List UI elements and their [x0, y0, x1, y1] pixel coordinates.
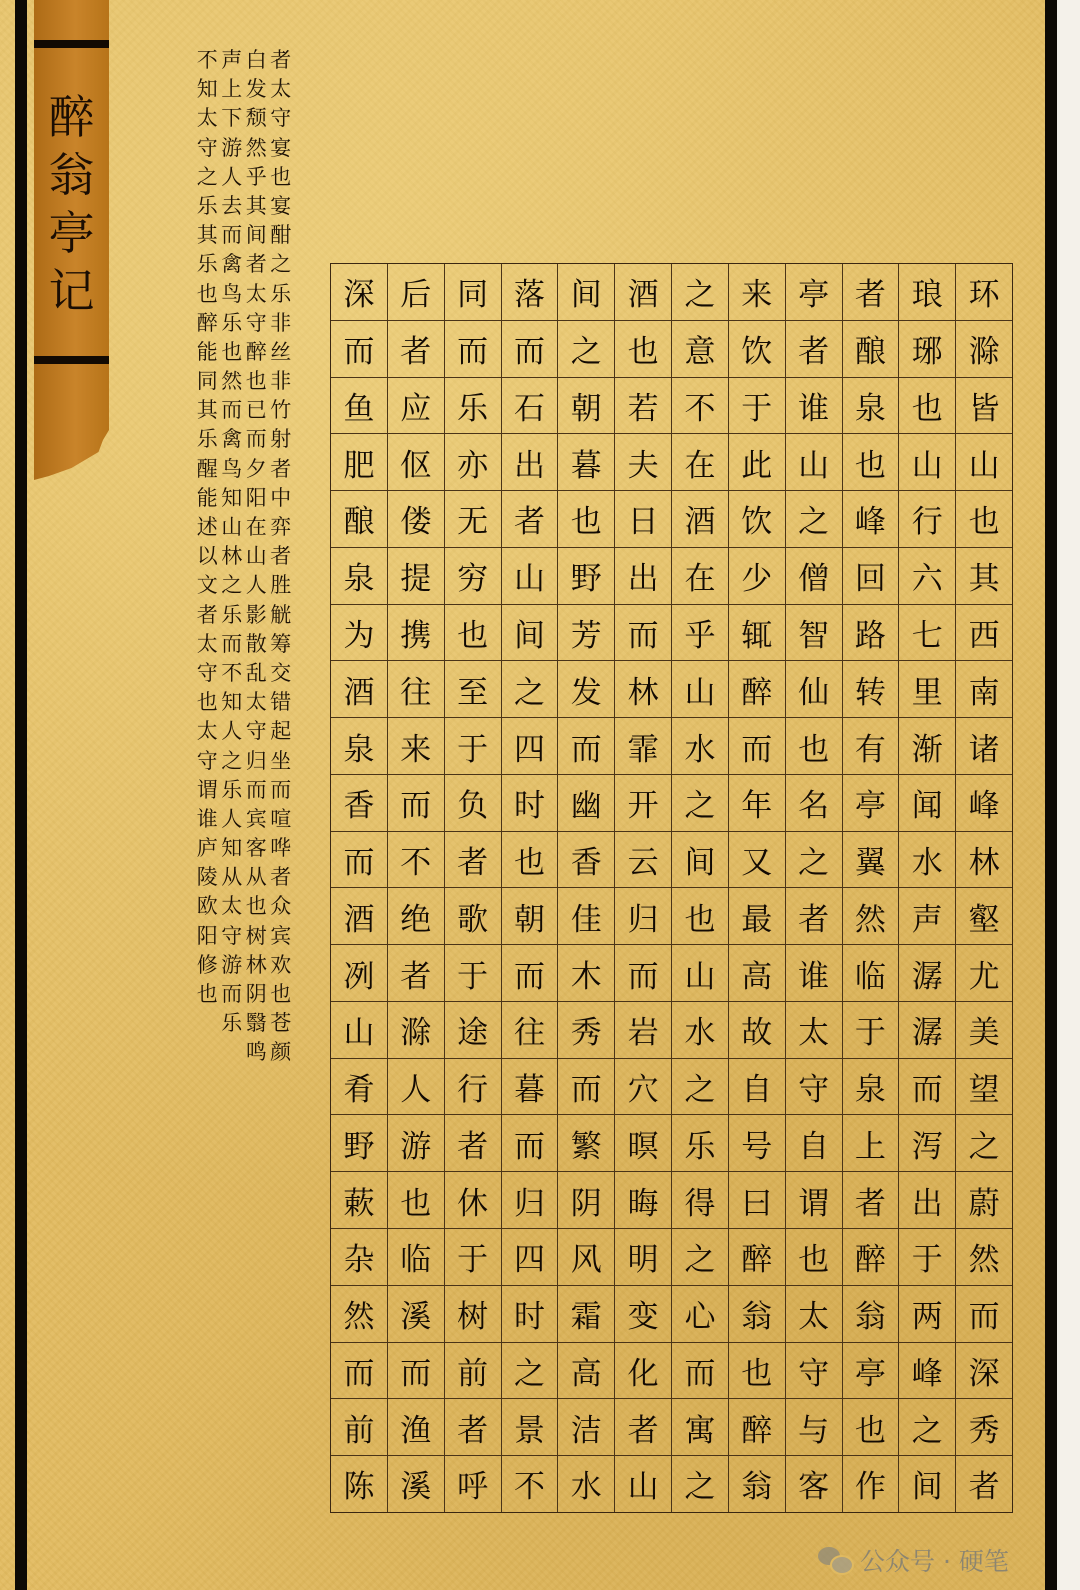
grid-cell: 僧 [786, 548, 842, 605]
grid-cell: 泉 [843, 378, 899, 435]
grid-cell: 而 [331, 321, 387, 378]
grid-column [331, 264, 387, 1512]
grid-cell: 亭 [843, 1343, 899, 1400]
grid-cell: 客 [798, 1469, 830, 1506]
grid-cell: 而 [331, 1343, 387, 1400]
grid-cell: 休 [445, 1172, 501, 1229]
grid-cell: 寓 [672, 1399, 728, 1456]
grid-column [785, 264, 842, 1512]
grid-cell: 也 [388, 1172, 444, 1229]
grid-cell: 尤 [956, 945, 1012, 1002]
grid-cell: 秀 [956, 1399, 1012, 1456]
grid-cell: 高 [558, 1343, 614, 1400]
grid-cell: 于 [843, 1002, 899, 1059]
grid-cell: 守 [786, 1059, 842, 1116]
grid-cell: 七 [899, 605, 955, 662]
grid-cell: 于 [445, 1229, 501, 1286]
grid-cell: 偻 [388, 491, 444, 548]
grid-cell: 行 [899, 491, 955, 548]
grid-cell: 肴 [331, 1059, 387, 1116]
grid-cell: 日 [615, 491, 671, 548]
grid-cell: 深 [956, 1343, 1012, 1400]
grid-cell: 野 [558, 548, 614, 605]
grid-cell: 而 [672, 1343, 728, 1400]
grid-cell: 山 [672, 661, 728, 718]
grid-cell: 溪 [400, 1469, 432, 1506]
grid-cell: 往 [502, 1002, 558, 1059]
grid-cell: 者 [615, 1399, 671, 1456]
grid-cell: 化 [615, 1343, 671, 1400]
grid-cell: 滁 [956, 321, 1012, 378]
grid-cell: 智 [786, 605, 842, 662]
grid-cell: 者 [786, 888, 842, 945]
grid-cell: 在 [672, 548, 728, 605]
grid-cell: 饮 [729, 491, 785, 548]
grid-cell: 环 [956, 264, 1012, 321]
grid-cell: 临 [388, 1229, 444, 1286]
grid-cell: 溪 [388, 1286, 444, 1343]
grid-cell: 若 [615, 378, 671, 435]
grid-cell: 应 [388, 378, 444, 435]
grid-cell: 闻 [899, 775, 955, 832]
grid-cell: 谁 [786, 378, 842, 435]
grid-column [444, 264, 501, 1512]
grid-cell: 而 [558, 1059, 614, 1116]
grid-cell: 美 [956, 1002, 1012, 1059]
grid-cell: 也 [786, 1229, 842, 1286]
right-border [1045, 0, 1057, 1590]
grid-cell: 香 [558, 832, 614, 889]
grid-cell: 芳 [558, 605, 614, 662]
grid-cell: 携 [388, 605, 444, 662]
grid-cell: 四 [502, 1229, 558, 1286]
grid-cell: 冽 [331, 945, 387, 1002]
grid-column [501, 264, 558, 1512]
grid-cell: 云 [615, 832, 671, 889]
grid-cell: 亭 [786, 264, 842, 321]
grid-cell: 者 [843, 264, 899, 321]
grid-cell: 者 [445, 1399, 501, 1456]
grid-cell: 山 [786, 434, 842, 491]
grid-cell: 间 [558, 264, 614, 321]
grid-cell: 肥 [331, 434, 387, 491]
grid-cell: 与 [786, 1399, 842, 1456]
grid-cell: 辄 [729, 605, 785, 662]
grid-cell: 陈 [343, 1469, 375, 1506]
grid-cell: 者 [388, 321, 444, 378]
wechat-icon [818, 1547, 852, 1573]
grid-cell: 翁 [843, 1286, 899, 1343]
grid-column [387, 264, 444, 1512]
grid-cell: 暮 [558, 434, 614, 491]
grid-cell: 时 [502, 775, 558, 832]
grid-cell: 曰 [729, 1172, 785, 1229]
grid-cell: 守 [786, 1343, 842, 1400]
grid-cell: 名 [786, 775, 842, 832]
grid-cell: 出 [615, 548, 671, 605]
grid-cell: 晦 [615, 1172, 671, 1229]
grid-cell: 醉 [729, 661, 785, 718]
grid-cell: 深 [331, 264, 387, 321]
grid-cell: 也 [672, 888, 728, 945]
grid-cell: 之 [786, 832, 842, 889]
grid-cell: 而 [388, 775, 444, 832]
grid-cell: 而 [388, 1343, 444, 1400]
grid-cell: 谓 [786, 1172, 842, 1229]
grid-cell: 不 [513, 1469, 545, 1506]
grid-cell: 峰 [899, 1343, 955, 1400]
grid-cell: 者 [843, 1172, 899, 1229]
grid-cell: 翼 [843, 832, 899, 889]
grid-cell: 无 [445, 491, 501, 548]
watermark [818, 1543, 1009, 1577]
grid-cell: 之 [672, 1229, 728, 1286]
grid-cell: 水 [672, 718, 728, 775]
grid-cell: 而 [956, 1286, 1012, 1343]
grid-cell: 人 [388, 1059, 444, 1116]
grid-cell: 木 [558, 945, 614, 1002]
grid-cell: 暝 [615, 1115, 671, 1172]
grid-cell: 仙 [786, 661, 842, 718]
grid-cell: 歌 [445, 888, 501, 945]
grid-cell: 落 [502, 264, 558, 321]
grid-cell: 而 [502, 321, 558, 378]
grid-cell: 峰 [956, 775, 1012, 832]
grid-cell: 也 [558, 491, 614, 548]
grid-cell: 翁 [741, 1469, 773, 1506]
grid-cell: 绝 [388, 888, 444, 945]
grid-cell: 作 [854, 1469, 886, 1506]
grid-column [557, 264, 614, 1512]
grid-cell: 林 [956, 832, 1012, 889]
grid-cell: 峰 [843, 491, 899, 548]
page-title [34, 88, 109, 320]
grid-cell: 而 [445, 321, 501, 378]
grid-cell: 杂 [331, 1229, 387, 1286]
grid-cell: 来 [729, 264, 785, 321]
grid-cell: 秀 [558, 1002, 614, 1059]
grid-cell: 香 [331, 775, 387, 832]
title-char: 翁 [48, 148, 95, 202]
grid-cell: 来 [388, 718, 444, 775]
grid-column [842, 264, 899, 1512]
tab-divider-top [34, 40, 109, 48]
small-text-block [195, 46, 293, 1068]
grid-cell: 之 [558, 321, 614, 378]
grid-cell: 酿 [331, 491, 387, 548]
grid-cell: 少 [729, 548, 785, 605]
grid-cell: 路 [843, 605, 899, 662]
grid-cell: 前 [445, 1343, 501, 1400]
grid-cell: 渐 [899, 718, 955, 775]
grid-cell: 山 [331, 1002, 387, 1059]
grid-cell: 穴 [615, 1059, 671, 1116]
grid-cell: 者 [445, 1115, 501, 1172]
grid-cell: 然 [331, 1286, 387, 1343]
grid-cell: 之 [956, 1115, 1012, 1172]
grid-cell: 南 [956, 661, 1012, 718]
grid-cell: 酒 [672, 491, 728, 548]
grid-cell: 石 [502, 378, 558, 435]
grid-cell: 之 [672, 264, 728, 321]
grid-cell: 皆 [956, 378, 1012, 435]
grid-cell: 高 [729, 945, 785, 1002]
grid-cell: 上 [843, 1115, 899, 1172]
grid-cell: 琅 [899, 264, 955, 321]
grid-cell: 而 [615, 945, 671, 1002]
grid-cell: 佳 [558, 888, 614, 945]
grid-cell: 两 [899, 1286, 955, 1343]
grid-cell: 亭 [843, 775, 899, 832]
grid-cell: 水 [899, 832, 955, 889]
grid-cell: 鱼 [331, 378, 387, 435]
grid-cell: 穷 [445, 548, 501, 605]
small-text-column: 者 太 守 宴 也 宴 酣 之 乐 非 丝 非 竹 射 者 中 弈 者 胜 觥 筹 交 错 起 坐 而 喧 哗 者 众 宾 欢 也 苍 颜 [270, 48, 292, 1065]
grid-cell: 者 [786, 321, 842, 378]
grid-cell: 西 [956, 605, 1012, 662]
grid-cell: 前 [331, 1399, 387, 1456]
grid-cell: 之 [786, 491, 842, 548]
grid-cell: 于 [729, 378, 785, 435]
grid-cell: 乐 [672, 1115, 728, 1172]
grid-cell: 自 [729, 1059, 785, 1116]
grid-cell: 乎 [672, 605, 728, 662]
grid-cell: 洁 [558, 1399, 614, 1456]
grid-cell: 六 [899, 548, 955, 605]
grid-cell: 而 [558, 718, 614, 775]
grid-cell: 间 [672, 832, 728, 889]
grid-cell: 山 [899, 434, 955, 491]
grid-cell: 也 [729, 1343, 785, 1400]
small-text-column: 声 上 下 游 人 去 而 禽 鸟 乐 也 然 而 禽 鸟 知 山 林 之 乐 而 不 知 人 之 乐 人 知 从 太 守 游 而 乐 [221, 48, 243, 1036]
grid-cell: 诸 [956, 718, 1012, 775]
grid-cell: 之 [502, 661, 558, 718]
grid-cell: 泉 [331, 548, 387, 605]
grid-cell: 望 [956, 1059, 1012, 1116]
grid-cell: 乐 [445, 378, 501, 435]
grid-cell: 最 [729, 888, 785, 945]
grid-cell: 年 [729, 775, 785, 832]
grid-cell: 而 [331, 832, 387, 889]
grid-cell: 至 [445, 661, 501, 718]
grid-cell: 回 [843, 548, 899, 605]
small-text-column: 不 知 太 守 之 乐 其 乐 也 醉 能 同 其 乐 醒 能 述 以 文 者 太 守 也 太 守 谓 谁 庐 陵 欧 阳 修 也 [196, 48, 218, 1006]
grid-cell: 自 [786, 1115, 842, 1172]
grid-cell: 往 [388, 661, 444, 718]
grid-cell: 途 [445, 1002, 501, 1059]
grid-cell: 山 [502, 548, 558, 605]
grid-cell: 酒 [331, 888, 387, 945]
grid-cell: 间 [502, 605, 558, 662]
grid-cell: 谁 [786, 945, 842, 1002]
grid-cell: 然 [956, 1229, 1012, 1286]
grid-cell: 其 [956, 548, 1012, 605]
grid-cell: 也 [843, 434, 899, 491]
grid-column [614, 264, 671, 1512]
grid-cell: 者 [502, 491, 558, 548]
grid-cell: 朝 [502, 888, 558, 945]
grid-cell: 归 [502, 1172, 558, 1229]
grid-cell: 提 [388, 548, 444, 605]
grid-cell: 醉 [843, 1229, 899, 1286]
title-char: 记 [48, 264, 95, 318]
grid-cell: 伛 [388, 434, 444, 491]
grid-cell: 阴 [558, 1172, 614, 1229]
grid-cell: 者 [445, 832, 501, 889]
grid-cell: 夫 [615, 434, 671, 491]
grid-cell: 时 [502, 1286, 558, 1343]
grid-cell: 心 [672, 1286, 728, 1343]
grid-cell: 呼 [457, 1469, 489, 1506]
grid-cell: 滁 [388, 1002, 444, 1059]
grid-cell: 酿 [843, 321, 899, 378]
grid-cell: 号 [729, 1115, 785, 1172]
grid-cell: 之 [684, 1469, 716, 1506]
grid-cell: 者 [388, 945, 444, 1002]
grid-cell: 山 [956, 434, 1012, 491]
title-char: 亭 [48, 206, 95, 260]
grid-cell: 壑 [956, 888, 1012, 945]
grid-cell: 得 [672, 1172, 728, 1229]
grid-cell: 之 [672, 775, 728, 832]
grid-cell: 景 [502, 1399, 558, 1456]
grid-cell: 之 [502, 1343, 558, 1400]
grid-cell: 琊 [899, 321, 955, 378]
grid-cell: 于 [445, 945, 501, 1002]
grid-cell: 于 [899, 1229, 955, 1286]
title-char: 醉 [48, 90, 95, 144]
grid-cell: 之 [899, 1399, 955, 1456]
right-margin [1057, 0, 1080, 1590]
grid-cell: 有 [843, 718, 899, 775]
grid-cell: 也 [899, 378, 955, 435]
grid-cell: 朝 [558, 378, 614, 435]
grid-cell: 酒 [615, 264, 671, 321]
grid-cell: 翁 [729, 1286, 785, 1343]
grid-cell: 太 [786, 1002, 842, 1059]
grid-cell: 霜 [558, 1286, 614, 1343]
grid-cell: 树 [445, 1286, 501, 1343]
grid-cell: 太 [786, 1286, 842, 1343]
left-border [15, 0, 27, 1590]
grid-cell: 酒 [331, 661, 387, 718]
grid-cell: 水 [570, 1469, 602, 1506]
grid-column [955, 264, 1012, 1512]
grid-cell: 潺 [899, 1002, 955, 1059]
grid-cell: 归 [615, 888, 671, 945]
grid-cell: 同 [445, 264, 501, 321]
grid-cell: 而 [729, 718, 785, 775]
grid-cell: 醉 [729, 1399, 785, 1456]
grid-cell: 蔌 [331, 1172, 387, 1229]
grid-column [898, 264, 955, 1512]
grid-cell: 也 [445, 605, 501, 662]
grid-cell: 泉 [331, 718, 387, 775]
grid-cell: 也 [956, 491, 1012, 548]
grid-cell: 不 [672, 378, 728, 435]
grid-cell: 意 [672, 321, 728, 378]
grid-cell: 而 [615, 605, 671, 662]
grid-cell: 醉 [729, 1229, 785, 1286]
grid-cell: 不 [388, 832, 444, 889]
grid-cell: 故 [729, 1002, 785, 1059]
grid-cell: 亦 [445, 434, 501, 491]
grid-cell: 行 [445, 1059, 501, 1116]
grid-cell: 出 [899, 1172, 955, 1229]
grid-cell: 水 [672, 1002, 728, 1059]
grid-cell: 之 [672, 1059, 728, 1116]
grid-cell: 然 [843, 888, 899, 945]
grid-cell: 也 [843, 1399, 899, 1456]
grid-cell: 于 [445, 718, 501, 775]
character-grid [330, 263, 1013, 1513]
grid-cell: 而 [502, 1115, 558, 1172]
grid-cell: 四 [502, 718, 558, 775]
grid-cell: 为 [331, 605, 387, 662]
grid-cell: 霏 [615, 718, 671, 775]
grid-cell: 明 [615, 1229, 671, 1286]
grid-cell: 负 [445, 775, 501, 832]
grid-cell: 而 [502, 945, 558, 1002]
tab-divider-bottom [34, 356, 109, 364]
grid-cell: 后 [388, 264, 444, 321]
grid-cell: 蔚 [956, 1172, 1012, 1229]
grid-cell: 泻 [899, 1115, 955, 1172]
grid-column [671, 264, 728, 1512]
grid-cell: 野 [331, 1115, 387, 1172]
grid-cell: 在 [672, 434, 728, 491]
grid-cell: 声 [899, 888, 955, 945]
grid-cell: 游 [388, 1115, 444, 1172]
grid-cell: 而 [899, 1059, 955, 1116]
small-text-column: 白 发 颓 然 乎 其 间 者 太 守 醉 也 已 而 夕 阳 在 山 人 影 散 乱 太 守 归 而 宾 客 从 也 树 林 阴 翳 鸣 [245, 48, 267, 1065]
grid-cell: 暮 [502, 1059, 558, 1116]
grid-cell: 开 [615, 775, 671, 832]
grid-cell: 风 [558, 1229, 614, 1286]
grid-cell: 也 [786, 718, 842, 775]
grid-cell: 岩 [615, 1002, 671, 1059]
grid-cell: 间 [911, 1469, 943, 1506]
grid-cell: 者 [968, 1469, 1000, 1506]
grid-cell: 幽 [558, 775, 614, 832]
grid-cell: 出 [502, 434, 558, 491]
grid-cell: 发 [558, 661, 614, 718]
grid-cell: 泉 [843, 1059, 899, 1116]
grid-cell: 转 [843, 661, 899, 718]
grid-column [728, 264, 785, 1512]
grid-cell: 山 [627, 1469, 659, 1506]
grid-cell: 又 [729, 832, 785, 889]
watermark-text: 公众号 · 硬笔 [860, 1547, 1009, 1576]
grid-cell: 繁 [558, 1115, 614, 1172]
grid-cell: 山 [672, 945, 728, 1002]
grid-cell: 潺 [899, 945, 955, 1002]
grid-cell: 也 [615, 321, 671, 378]
grid-cell: 渔 [388, 1399, 444, 1456]
grid-cell: 里 [899, 661, 955, 718]
grid-cell: 此 [729, 434, 785, 491]
grid-cell: 也 [502, 832, 558, 889]
grid-cell: 饮 [729, 321, 785, 378]
grid-cell: 林 [615, 661, 671, 718]
grid-cell: 变 [615, 1286, 671, 1343]
grid-cell: 临 [843, 945, 899, 1002]
